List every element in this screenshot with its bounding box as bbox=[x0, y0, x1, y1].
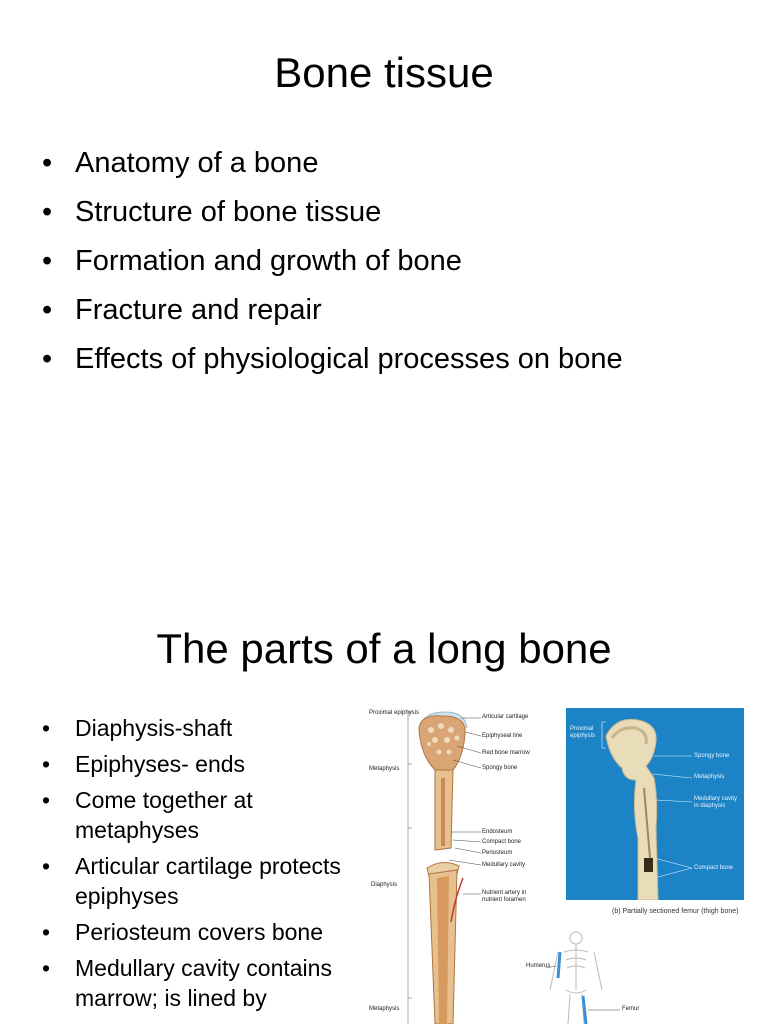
bullet-item: • Medullary cavity contains marrow; is lined by bbox=[42, 953, 372, 1013]
slide-title: The parts of a long bone bbox=[156, 625, 612, 672]
label-endosteum: Endosteum bbox=[482, 829, 513, 835]
bullet-item: • Effects of physiological processes on bone bbox=[42, 335, 742, 384]
femur-caption: (b) Partially sectioned femur (thigh bone) bbox=[612, 908, 739, 915]
skeleton-figure bbox=[520, 930, 670, 1024]
label-epiphyseal-line: Epiphyseal line bbox=[482, 733, 523, 739]
photo-label-proximal-epiphysis: Proximal epiphysis bbox=[570, 726, 596, 739]
label-compact-bone: Compact bone bbox=[482, 839, 522, 845]
bullet-item: • Fracture and repair bbox=[42, 286, 742, 335]
bullet-item: • Anatomy of a bone bbox=[42, 139, 742, 188]
slide-title: Bone tissue bbox=[274, 49, 494, 96]
bullet-item: • Structure of bone tissue bbox=[42, 188, 742, 237]
bullet-list bbox=[42, 713, 372, 1019]
label-periosteum: Periosteum bbox=[482, 850, 513, 856]
bullet-list bbox=[42, 139, 742, 384]
bullet-item: • Epiphyses- ends bbox=[42, 749, 372, 779]
long-bone-diagram bbox=[365, 708, 545, 1024]
slide-bone-tissue bbox=[0, 0, 768, 512]
label-spongy-bone: Spongy bone bbox=[482, 765, 518, 771]
label-metaphysis-top: Metaphysis bbox=[369, 766, 400, 772]
bullet-item: • Articular cartilage protects epiphyses bbox=[42, 851, 372, 911]
bullet-item: • Formation and growth of bone bbox=[42, 237, 742, 286]
bullet-item: • Come together at metaphyses bbox=[42, 785, 372, 845]
photo-label-medullary-cavity: Medullary cavity in diaphysis bbox=[694, 796, 738, 809]
bullet-item: • Periosteum covers bone bbox=[42, 917, 372, 947]
slide-parts-of-long-bone bbox=[0, 512, 768, 1024]
bullet-item: • Diaphysis-shaft bbox=[42, 713, 372, 743]
label-femur: Femur bbox=[622, 1006, 640, 1012]
label-metaphysis-bottom: Metaphysis bbox=[369, 1006, 400, 1012]
label-proximal-epiphysis: Proximal epiphysis bbox=[369, 710, 420, 716]
photo-label-compact-bone: Compact bone bbox=[694, 865, 734, 871]
photo-label-spongy-bone: Spongy bone bbox=[694, 753, 730, 759]
label-red-bone-marrow: Red bone marrow bbox=[482, 750, 530, 756]
label-articular-cartilage: Articular cartilage bbox=[482, 714, 529, 720]
label-humerus: Humerus bbox=[526, 963, 551, 969]
label-medullary-cavity: Medullary cavity bbox=[482, 862, 526, 868]
label-diaphysis: Diaphysis bbox=[371, 882, 398, 888]
label-nutrient-artery: Nutrient artery in nutrient foramen bbox=[482, 890, 527, 903]
skeleton-illustration bbox=[520, 930, 670, 1024]
femur-photo bbox=[566, 708, 744, 900]
photo-label-metaphysis: Metaphysis bbox=[694, 774, 725, 780]
